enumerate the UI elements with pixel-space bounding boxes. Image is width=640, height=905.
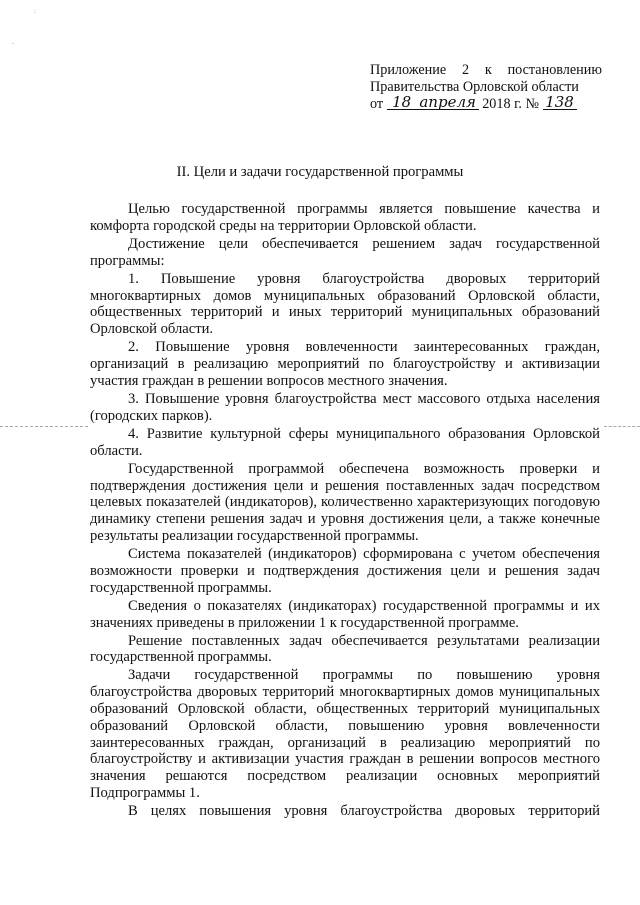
paragraph-continued: В целях повышения уровня благоустройства дворовых территорий — [128, 803, 600, 820]
document-body — [90, 201, 600, 821]
section-title: II. Цели и задачи государственной программы — [176, 164, 464, 180]
appendix-date-line — [370, 93, 602, 113]
appendix-word: 2 — [461, 62, 470, 78]
scan-speck: : — [34, 8, 37, 15]
handwritten-day: 18 — [387, 95, 417, 110]
appendix-word: к — [484, 62, 492, 78]
date-prefix: от — [370, 96, 384, 112]
paragraph-tasks-intro: Достижение цели обеспечивается решением задач государственной программы: — [90, 235, 600, 269]
appendix-word: Приложение — [370, 62, 447, 78]
paragraph-indicator-info: Сведения о показателях (индикаторах) государственной программы и их значениях приведены в приложении 1 к государственной программе. — [90, 597, 600, 631]
appendix-word: постановлению — [507, 62, 602, 78]
paragraph-goal: Целью государственной программы является повышение качества и комфорта городской среды на территории Орловской области. — [90, 201, 600, 234]
scan-fold-line-right — [604, 426, 640, 427]
paragraph-indicators: Государственной программой обеспечена возможность проверки и подтверждения достижения цели и решения поставленных задач посредством целевых показателей (индикаторов), количественно характеризующих погодовую динамику степени решения задач и уровня достижения цели, а также конечные результаты реализации государственной программы. — [90, 460, 600, 544]
appendix-header — [370, 62, 602, 113]
date-year: 2018 г. — [482, 96, 522, 112]
paragraph-indicator-system: Система показателей (индикаторов) сформирована с учетом обеспечения возможности проверки и подтверждения достижения цели и решения задач государственной программы. — [90, 546, 600, 596]
paragraph-task-1: 1. Повышение уровня благоустройства дворовых территорий многоквартирных домов муниципальных образований Орловской области, общественных территорий и иных территорий муниципальных образований Орловской области. — [90, 270, 600, 338]
scan-speck: - — [12, 40, 15, 47]
paragraph-results: Решение поставленных задач обеспечивается результатами реализации государственной программы. — [90, 632, 600, 666]
paragraph-task-2: 2. Повышение уровня вовлеченности заинтересованных граждан, организаций в реализацию мероприятий по благоустройству и активизации участия граждан в решении вопросов местного значения. — [90, 339, 600, 389]
paragraph-task-4: 4. Развитие культурной сферы муниципального образования Орловской области. — [90, 425, 600, 459]
handwritten-month: апреля — [417, 95, 479, 110]
paragraph-subprogram: Задачи государственной программы по повышению уровня благоустройства дворовых территорий многоквартирных домов муниципальных образований Орловской области, общественных территорий муниципальных образований Орловской области, повышению уровня вовлеченности заинтересованных граждан, организаций в реализацию мероприятий по благоустройству и активизации участия граждан в решении вопросов местного значения решаются посредством реализации основных мероприятий Подпрограммы 1. — [90, 667, 600, 802]
number-sign: № — [525, 96, 539, 112]
handwritten-number: 138 — [543, 95, 577, 110]
paragraph-task-3: 3. Повышение уровня благоустройства мест массового отдыха населения (городских парков). — [90, 390, 600, 424]
appendix-line-2: Правительства Орловской области — [370, 79, 579, 95]
appendix-line-1 — [370, 62, 602, 79]
scan-fold-line-left — [0, 426, 88, 427]
